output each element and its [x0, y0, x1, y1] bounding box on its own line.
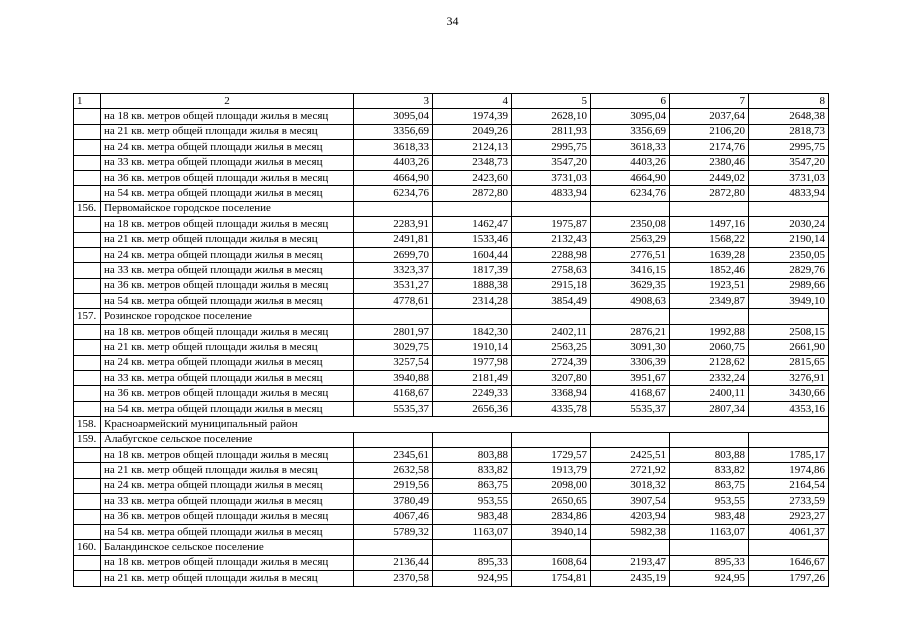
- row-index-cell: [74, 186, 101, 201]
- value-cell: 2995,75: [512, 140, 591, 155]
- value-cell: 895,33: [433, 555, 512, 570]
- value-cell: 4203,94: [591, 509, 670, 524]
- empty-cell: [670, 540, 749, 555]
- empty-cell: [512, 432, 591, 447]
- value-cell: 1977,98: [433, 355, 512, 370]
- value-cell: 2491,81: [354, 232, 433, 247]
- row-index-cell: [74, 571, 101, 586]
- value-cell: 2400,11: [670, 386, 749, 401]
- row-label: на 33 кв. метра общей площади жилья в месяц: [101, 494, 354, 509]
- value-cell: 4168,67: [591, 386, 670, 401]
- section-row: [74, 540, 829, 555]
- value-cell: 3430,66: [749, 386, 829, 401]
- empty-cell: [749, 309, 829, 324]
- row-index-cell: [74, 217, 101, 232]
- value-cell: 924,95: [433, 571, 512, 586]
- value-cell: 2995,75: [749, 140, 829, 155]
- value-cell: 4833,94: [749, 186, 829, 201]
- value-cell: 2801,97: [354, 324, 433, 339]
- value-cell: 1163,07: [433, 524, 512, 539]
- row-label: на 18 кв. метров общей площади жилья в месяц: [101, 447, 354, 462]
- table-row: [74, 140, 829, 155]
- value-cell: 2349,87: [670, 294, 749, 309]
- table-row: [74, 278, 829, 293]
- table-row: [74, 463, 829, 478]
- empty-cell: [749, 432, 829, 447]
- value-cell: 2563,25: [512, 340, 591, 355]
- table-row: [74, 571, 829, 586]
- row-index-cell: [74, 555, 101, 570]
- value-cell: 3095,04: [354, 109, 433, 124]
- value-cell: 2380,46: [670, 155, 749, 170]
- value-cell: 5535,37: [354, 401, 433, 416]
- row-label: на 21 кв. метр общей площади жилья в месяц: [101, 571, 354, 586]
- table-row: [74, 124, 829, 139]
- empty-cell: [749, 201, 829, 216]
- value-cell: 2049,26: [433, 124, 512, 139]
- column-header: 2: [101, 94, 354, 109]
- empty-cell: [670, 309, 749, 324]
- table-row: [74, 294, 829, 309]
- column-header: 6: [591, 94, 670, 109]
- row-index-cell: [74, 386, 101, 401]
- value-cell: 863,75: [433, 478, 512, 493]
- value-cell: 5982,38: [591, 524, 670, 539]
- empty-cell: [354, 201, 433, 216]
- value-cell: 1923,51: [670, 278, 749, 293]
- row-label: на 21 кв. метр общей площади жилья в месяц: [101, 463, 354, 478]
- value-cell: 1913,79: [512, 463, 591, 478]
- value-cell: 3091,30: [591, 340, 670, 355]
- value-cell: 2829,76: [749, 263, 829, 278]
- value-cell: 2876,21: [591, 324, 670, 339]
- table-row: [74, 232, 829, 247]
- value-cell: 3547,20: [749, 155, 829, 170]
- section-number: 159.: [74, 432, 101, 447]
- value-cell: 3323,37: [354, 263, 433, 278]
- column-header: 7: [670, 94, 749, 109]
- value-cell: 803,88: [670, 447, 749, 462]
- table-row: [74, 447, 829, 462]
- value-cell: 3940,88: [354, 371, 433, 386]
- value-cell: 2872,80: [433, 186, 512, 201]
- value-cell: 2919,56: [354, 478, 433, 493]
- row-label: на 18 кв. метров общей площади жилья в месяц: [101, 324, 354, 339]
- section-number: 160.: [74, 540, 101, 555]
- value-cell: 983,48: [670, 509, 749, 524]
- value-cell: 4833,94: [512, 186, 591, 201]
- value-cell: 2332,24: [670, 371, 749, 386]
- value-cell: 1817,39: [433, 263, 512, 278]
- value-cell: 1163,07: [670, 524, 749, 539]
- value-cell: 2124,13: [433, 140, 512, 155]
- row-label: на 54 кв. метра общей площади жилья в месяц: [101, 294, 354, 309]
- value-cell: 2190,14: [749, 232, 829, 247]
- empty-cell: [512, 309, 591, 324]
- value-cell: 2288,98: [512, 247, 591, 262]
- empty-cell: [749, 540, 829, 555]
- value-cell: 2174,76: [670, 140, 749, 155]
- value-cell: 3940,14: [512, 524, 591, 539]
- value-cell: 4664,90: [354, 170, 433, 185]
- section-number: 157.: [74, 309, 101, 324]
- row-label: на 54 кв. метра общей площади жилья в месяц: [101, 524, 354, 539]
- value-cell: 2037,64: [670, 109, 749, 124]
- value-cell: 1533,46: [433, 232, 512, 247]
- value-cell: 924,95: [670, 571, 749, 586]
- row-index-cell: [74, 371, 101, 386]
- empty-cell: [591, 201, 670, 216]
- row-index-cell: [74, 478, 101, 493]
- value-cell: 2435,19: [591, 571, 670, 586]
- page-number: 34: [446, 14, 459, 28]
- value-cell: 2136,44: [354, 555, 433, 570]
- value-cell: 1888,38: [433, 278, 512, 293]
- table-body: [74, 94, 829, 587]
- value-cell: 3276,91: [749, 371, 829, 386]
- empty-cell: [512, 540, 591, 555]
- row-index-cell: [74, 278, 101, 293]
- value-cell: 2648,38: [749, 109, 829, 124]
- value-cell: 3029,75: [354, 340, 433, 355]
- section-title: Алабугское сельское поселение: [101, 432, 354, 447]
- value-cell: 5535,37: [591, 401, 670, 416]
- section-row: [74, 201, 829, 216]
- value-cell: 2508,15: [749, 324, 829, 339]
- row-index-cell: [74, 109, 101, 124]
- row-label: на 33 кв. метра общей площади жилья в месяц: [101, 155, 354, 170]
- table-row: [74, 555, 829, 570]
- empty-cell: [670, 201, 749, 216]
- column-header: 8: [749, 94, 829, 109]
- table-row: [74, 340, 829, 355]
- value-cell: 3780,49: [354, 494, 433, 509]
- row-index-cell: [74, 447, 101, 462]
- row-label: на 33 кв. метра общей площади жилья в месяц: [101, 263, 354, 278]
- value-cell: 2923,27: [749, 509, 829, 524]
- table-row: [74, 170, 829, 185]
- value-cell: 1992,88: [670, 324, 749, 339]
- row-index-cell: [74, 263, 101, 278]
- row-index-cell: [74, 463, 101, 478]
- value-cell: 2132,43: [512, 232, 591, 247]
- value-cell: 983,48: [433, 509, 512, 524]
- value-cell: 3907,54: [591, 494, 670, 509]
- value-cell: 3618,33: [354, 140, 433, 155]
- section-row: [74, 309, 829, 324]
- value-cell: 2915,18: [512, 278, 591, 293]
- table-row: [74, 217, 829, 232]
- value-cell: 4353,16: [749, 401, 829, 416]
- table-row: [74, 324, 829, 339]
- value-cell: 2425,51: [591, 447, 670, 462]
- table-row: [74, 263, 829, 278]
- empty-cell: [433, 309, 512, 324]
- row-index-cell: [74, 324, 101, 339]
- value-cell: 3949,10: [749, 294, 829, 309]
- value-cell: 2733,59: [749, 494, 829, 509]
- value-cell: 953,55: [433, 494, 512, 509]
- section-title: Розинское городское поселение: [101, 309, 354, 324]
- value-cell: 895,33: [670, 555, 749, 570]
- value-cell: 2776,51: [591, 247, 670, 262]
- value-cell: 4778,61: [354, 294, 433, 309]
- value-cell: 3854,49: [512, 294, 591, 309]
- table-row: [74, 109, 829, 124]
- section-title: Первомайское городское поселение: [101, 201, 354, 216]
- value-cell: 3951,67: [591, 371, 670, 386]
- row-index-cell: [74, 340, 101, 355]
- value-cell: 2128,62: [670, 355, 749, 370]
- section-row: [74, 432, 829, 447]
- value-cell: 2423,60: [433, 170, 512, 185]
- value-cell: 2989,66: [749, 278, 829, 293]
- value-cell: 1797,26: [749, 571, 829, 586]
- value-cell: 3547,20: [512, 155, 591, 170]
- row-label: на 54 кв. метра общей площади жилья в месяц: [101, 401, 354, 416]
- table-row: [74, 155, 829, 170]
- empty-cell: [354, 540, 433, 555]
- value-cell: 1568,22: [670, 232, 749, 247]
- empty-cell: [670, 432, 749, 447]
- value-cell: 2650,65: [512, 494, 591, 509]
- value-cell: 2815,65: [749, 355, 829, 370]
- value-cell: 1910,14: [433, 340, 512, 355]
- value-cell: 3416,15: [591, 263, 670, 278]
- row-label: на 24 кв. метра общей площади жилья в месяц: [101, 478, 354, 493]
- value-cell: 3368,94: [512, 386, 591, 401]
- value-cell: 1639,28: [670, 247, 749, 262]
- row-index-cell: [74, 124, 101, 139]
- value-cell: 2030,24: [749, 217, 829, 232]
- value-cell: 1974,39: [433, 109, 512, 124]
- value-cell: 3095,04: [591, 109, 670, 124]
- district-title: Красноармейский муниципальный район: [101, 417, 829, 432]
- value-cell: 2811,93: [512, 124, 591, 139]
- value-cell: 3531,27: [354, 278, 433, 293]
- tariff-table: [73, 93, 829, 587]
- value-cell: 2106,20: [670, 124, 749, 139]
- value-cell: 2314,28: [433, 294, 512, 309]
- value-cell: 2402,11: [512, 324, 591, 339]
- value-cell: 2350,05: [749, 247, 829, 262]
- value-cell: 4403,26: [591, 155, 670, 170]
- row-label: на 36 кв. метров общей площади жилья в месяц: [101, 509, 354, 524]
- value-cell: 3207,80: [512, 371, 591, 386]
- value-cell: 3629,35: [591, 278, 670, 293]
- table-row: [74, 247, 829, 262]
- row-label: на 21 кв. метр общей площади жилья в месяц: [101, 124, 354, 139]
- row-index-cell: [74, 170, 101, 185]
- value-cell: 2181,49: [433, 371, 512, 386]
- row-label: на 54 кв. метра общей площади жилья в месяц: [101, 186, 354, 201]
- value-cell: 2807,34: [670, 401, 749, 416]
- value-cell: 3618,33: [591, 140, 670, 155]
- table-row: [74, 524, 829, 539]
- value-cell: 2834,86: [512, 509, 591, 524]
- value-cell: 2350,08: [591, 217, 670, 232]
- value-cell: 2818,73: [749, 124, 829, 139]
- value-cell: 953,55: [670, 494, 749, 509]
- value-cell: 5789,32: [354, 524, 433, 539]
- value-cell: 1608,64: [512, 555, 591, 570]
- value-cell: 4403,26: [354, 155, 433, 170]
- column-header: 3: [354, 94, 433, 109]
- value-cell: 3257,54: [354, 355, 433, 370]
- value-cell: 2193,47: [591, 555, 670, 570]
- value-cell: 1852,46: [670, 263, 749, 278]
- value-cell: 2724,39: [512, 355, 591, 370]
- value-cell: 2699,70: [354, 247, 433, 262]
- empty-cell: [591, 540, 670, 555]
- row-label: на 21 кв. метр общей площади жилья в месяц: [101, 232, 354, 247]
- row-index-cell: [74, 294, 101, 309]
- row-index-cell: [74, 232, 101, 247]
- empty-cell: [512, 201, 591, 216]
- row-index-cell: [74, 355, 101, 370]
- table-row: [74, 371, 829, 386]
- row-label: на 21 кв. метр общей площади жилья в месяц: [101, 340, 354, 355]
- empty-cell: [591, 309, 670, 324]
- value-cell: 863,75: [670, 478, 749, 493]
- value-cell: 2661,90: [749, 340, 829, 355]
- value-cell: 4335,78: [512, 401, 591, 416]
- row-index-cell: [74, 494, 101, 509]
- value-cell: 2721,92: [591, 463, 670, 478]
- value-cell: 2060,75: [670, 340, 749, 355]
- empty-cell: [433, 540, 512, 555]
- row-label: на 18 кв. метров общей площади жилья в месяц: [101, 217, 354, 232]
- value-cell: 1646,67: [749, 555, 829, 570]
- value-cell: 2563,29: [591, 232, 670, 247]
- value-cell: 1785,17: [749, 447, 829, 462]
- empty-cell: [433, 201, 512, 216]
- value-cell: 6234,76: [591, 186, 670, 201]
- table-row: [74, 494, 829, 509]
- row-index-cell: [74, 155, 101, 170]
- value-cell: 1842,30: [433, 324, 512, 339]
- section-number: 158.: [74, 417, 101, 432]
- row-label: на 24 кв. метра общей площади жилья в месяц: [101, 140, 354, 155]
- value-cell: 4908,63: [591, 294, 670, 309]
- empty-cell: [354, 309, 433, 324]
- table-row: [74, 509, 829, 524]
- value-cell: 3306,39: [591, 355, 670, 370]
- section-title: Баландинское сельское поселение: [101, 540, 354, 555]
- row-index-cell: [74, 401, 101, 416]
- section-number: 156.: [74, 201, 101, 216]
- value-cell: 2249,33: [433, 386, 512, 401]
- row-label: на 24 кв. метра общей площади жилья в месяц: [101, 355, 354, 370]
- value-cell: 2098,00: [512, 478, 591, 493]
- empty-cell: [354, 432, 433, 447]
- value-cell: 3356,69: [591, 124, 670, 139]
- table-row: [74, 401, 829, 416]
- value-cell: 2632,58: [354, 463, 433, 478]
- value-cell: 2370,58: [354, 571, 433, 586]
- table-header-row: [74, 94, 829, 109]
- table-row: [74, 355, 829, 370]
- row-label: на 24 кв. метра общей площади жилья в месяц: [101, 247, 354, 262]
- row-label: на 36 кв. метров общей площади жилья в месяц: [101, 170, 354, 185]
- value-cell: 833,82: [670, 463, 749, 478]
- value-cell: 1975,87: [512, 217, 591, 232]
- value-cell: 4664,90: [591, 170, 670, 185]
- value-cell: 2348,73: [433, 155, 512, 170]
- row-label: на 18 кв. метров общей площади жилья в месяц: [101, 555, 354, 570]
- row-index-cell: [74, 509, 101, 524]
- value-cell: 1729,57: [512, 447, 591, 462]
- row-index-cell: [74, 524, 101, 539]
- empty-cell: [591, 432, 670, 447]
- value-cell: 3731,03: [749, 170, 829, 185]
- value-cell: 1497,16: [670, 217, 749, 232]
- row-label: на 33 кв. метра общей площади жилья в месяц: [101, 371, 354, 386]
- value-cell: 1604,44: [433, 247, 512, 262]
- value-cell: 2449,02: [670, 170, 749, 185]
- row-index-cell: [74, 140, 101, 155]
- value-cell: 3731,03: [512, 170, 591, 185]
- value-cell: 1974,86: [749, 463, 829, 478]
- value-cell: 6234,76: [354, 186, 433, 201]
- table-row: [74, 478, 829, 493]
- value-cell: 1462,47: [433, 217, 512, 232]
- value-cell: 2164,54: [749, 478, 829, 493]
- row-label: на 18 кв. метров общей площади жилья в месяц: [101, 109, 354, 124]
- column-header: 5: [512, 94, 591, 109]
- value-cell: 3018,32: [591, 478, 670, 493]
- district-row: [74, 417, 829, 432]
- value-cell: 2656,36: [433, 401, 512, 416]
- value-cell: 2345,61: [354, 447, 433, 462]
- row-label: на 36 кв. метров общей площади жилья в месяц: [101, 386, 354, 401]
- value-cell: 3356,69: [354, 124, 433, 139]
- value-cell: 1754,81: [512, 571, 591, 586]
- table-row: [74, 386, 829, 401]
- value-cell: 2283,91: [354, 217, 433, 232]
- empty-cell: [433, 432, 512, 447]
- column-header: 1: [74, 94, 101, 109]
- column-header: 4: [433, 94, 512, 109]
- row-label: на 36 кв. метров общей площади жилья в месяц: [101, 278, 354, 293]
- value-cell: 2758,63: [512, 263, 591, 278]
- value-cell: 4067,46: [354, 509, 433, 524]
- value-cell: 4168,67: [354, 386, 433, 401]
- row-index-cell: [74, 247, 101, 262]
- value-cell: 803,88: [433, 447, 512, 462]
- table-row: [74, 186, 829, 201]
- value-cell: 833,82: [433, 463, 512, 478]
- value-cell: 2628,10: [512, 109, 591, 124]
- value-cell: 2872,80: [670, 186, 749, 201]
- value-cell: 4061,37: [749, 524, 829, 539]
